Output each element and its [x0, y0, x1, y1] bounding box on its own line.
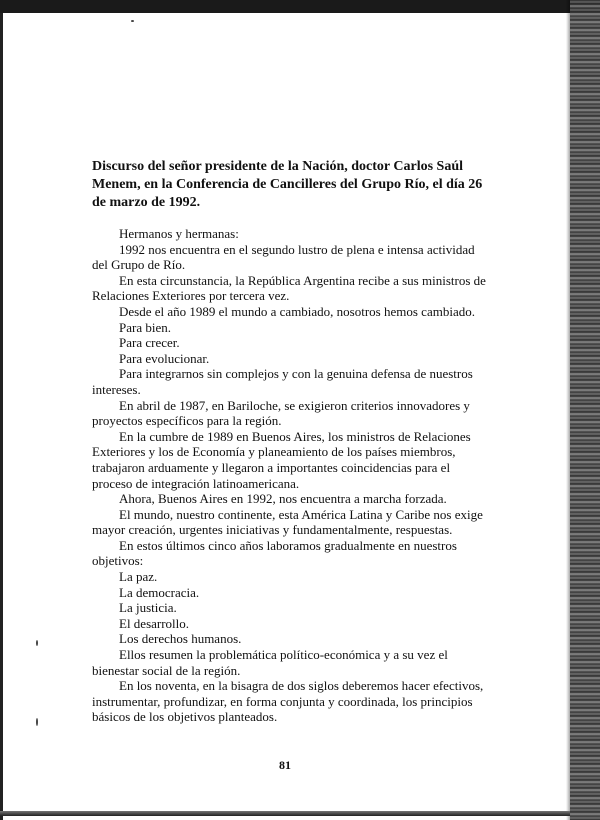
scan-speck	[36, 640, 38, 646]
paragraph: Desde el año 1989 el mundo a cambiado, nosotros hemos cambiado.	[119, 303, 475, 319]
paragraph: La justicia.	[119, 600, 177, 616]
paragraph: La democracia.	[119, 584, 200, 600]
paragraph: Para integrarnos sin complejos y con la genuina defensa de nuestros intereses.	[92, 366, 473, 397]
paragraph: Hermanos y hermanas:	[119, 226, 239, 241]
paragraph: 1992 nos encuentra en el segundo lustro de plena e intensa actividad del Grupo de Río.	[92, 241, 475, 273]
paragraph: En esta circunstancia, la República Argentina recibe a sus ministros de Relaciones Exteriores por tercera vez.	[92, 272, 486, 304]
paragraph: En los noventa, en la bisagra de dos siglos deberemos hacer efectivos, instrumentar, profundizar, en forma conjunta y coordinada, los principios básicos de los objetivos planteados.	[92, 678, 484, 725]
paragraph: Para crecer.	[119, 335, 180, 351]
paragraph: Para bien.	[119, 319, 171, 335]
scan-bottom-edge	[0, 811, 570, 816]
scan-speck	[131, 20, 134, 22]
document-body	[92, 158, 492, 725]
page-number: 81	[279, 758, 291, 772]
scan-top-edge	[0, 0, 600, 13]
paragraph: Ellos resumen la problemática político-económica y a su vez el bienestar social de la región.	[92, 647, 448, 678]
paragraph: Para evolucionar.	[119, 350, 210, 366]
document-title: Discurso del señor presidente de la Nación, doctor Carlos Saúl Menem, en la Conferencia de Cancilleres del Grupo Río, el día 26 de marzo de 1992.	[92, 159, 483, 210]
paragraph: El mundo, nuestro continente, esta América Latina y Caribe nos exige mayor creación, urgentes iniciativas y fundamentalmente, respuestas.	[92, 506, 483, 538]
paragraph: El desarrollo.	[119, 615, 190, 631]
paragraph: En abril de 1987, en Bariloche, se exigieron criterios innovadores y proyectos específicos para la región.	[92, 397, 470, 429]
scan-right-edge	[570, 0, 600, 820]
scan-left-edge	[0, 13, 3, 820]
paragraph: Los derechos humanos.	[119, 631, 242, 647]
speech-text	[92, 226, 492, 725]
paragraph: En la cumbre de 1989 en Buenos Aires, los ministros de Relaciones Exteriores y los de Economía y planeamiento de los países miembros, trabajaron arduamente y llegaron a importantes coincidencias para el proceso de integración latinoamericana.	[92, 428, 471, 491]
paragraph: Ahora, Buenos Aires en 1992, nos encuentra a marcha forzada.	[119, 491, 447, 507]
paragraph: En estos últimos cinco años laboramos gradualmente en nuestros objetivos:	[92, 537, 457, 569]
paragraph: La paz.	[119, 569, 158, 585]
scan-speck	[36, 718, 38, 726]
